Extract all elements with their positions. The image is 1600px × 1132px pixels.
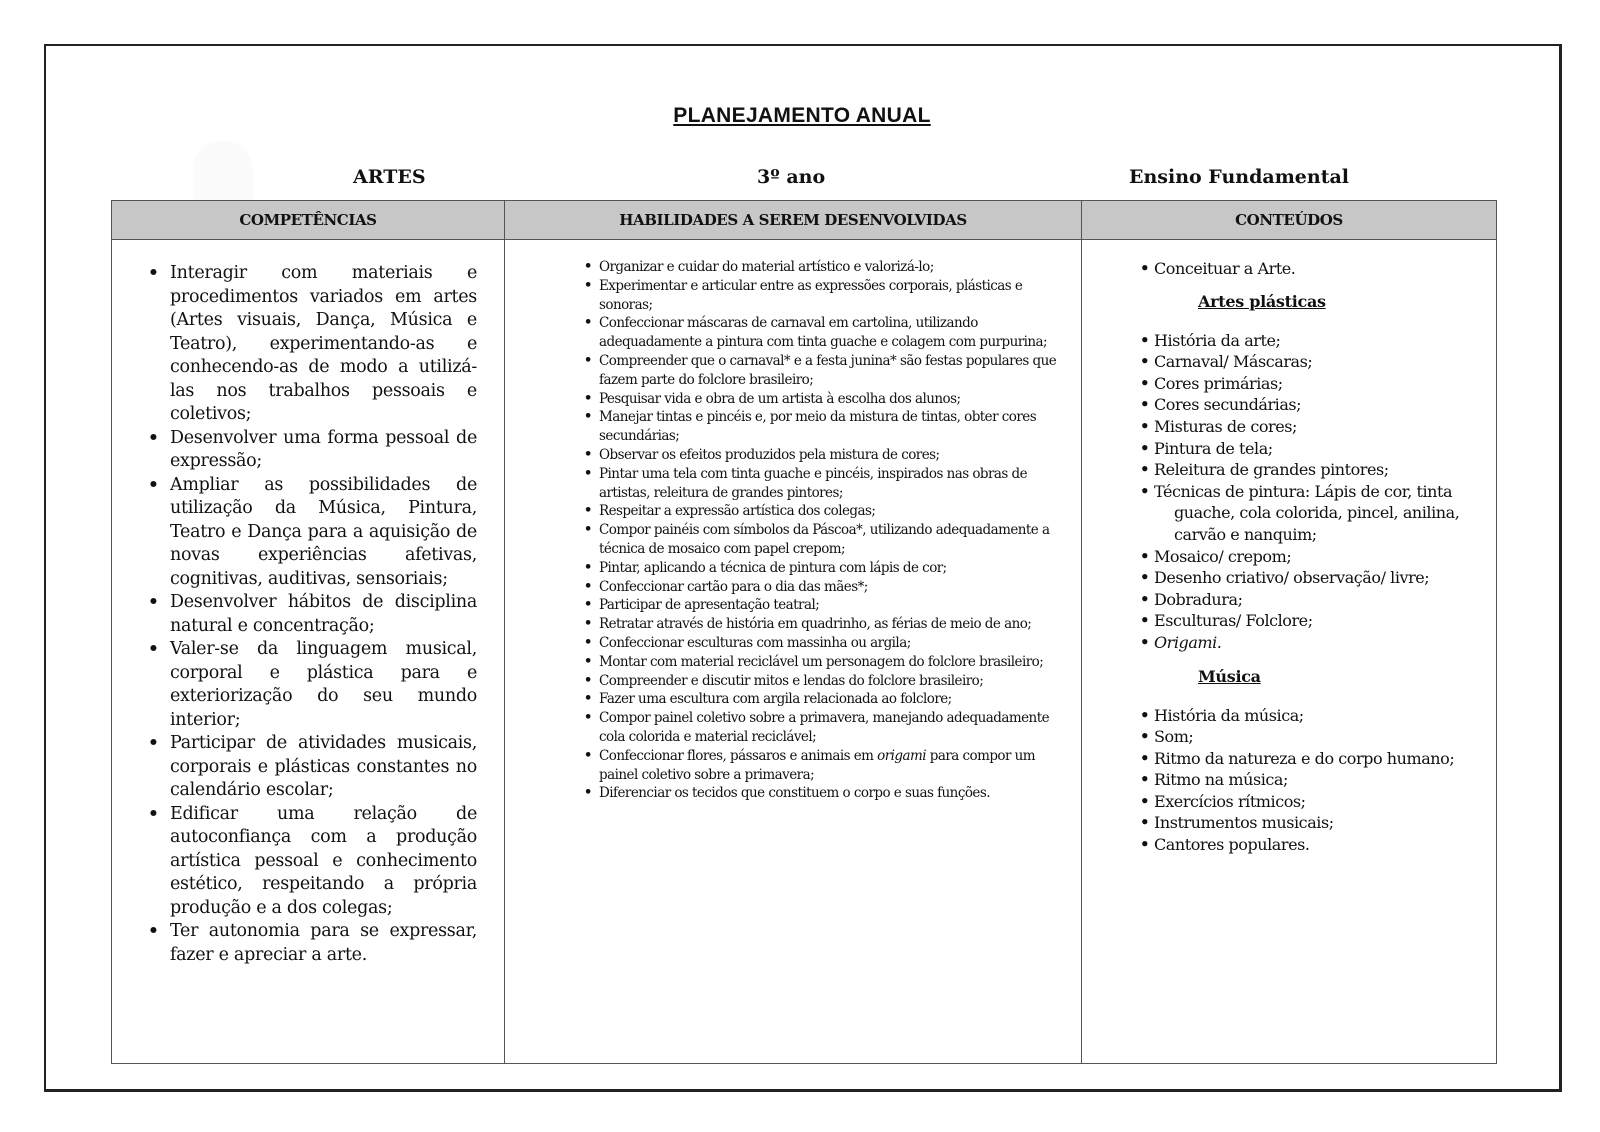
list-item: • Experimentar e articular entre as expressões corporais, plásticas e sonoras; bbox=[599, 277, 1057, 315]
conteudos-content bbox=[1082, 240, 1496, 856]
list-item: • Ritmo da natureza e do corpo humano; bbox=[1154, 748, 1476, 770]
list-item: • Confeccionar cartão para o dia das mães*; bbox=[599, 578, 1057, 597]
list-item: • Edificar uma relação de autoconfiança com a produção artística pessoal e conhecimento estético, respeitando a própria produção e a dos colegas; bbox=[170, 803, 477, 921]
list-item: • Compor painéis com símbolos da Páscoa*, utilizando adequadamente a técnica de mosaico com papel crepom; bbox=[599, 521, 1057, 559]
level-label: Ensino Fundamental bbox=[1129, 166, 1350, 188]
conteudos-cell bbox=[1082, 240, 1497, 1064]
grade-label: 3º ano bbox=[757, 166, 826, 188]
list-item: • Organizar e cuidar do material artístico e valorizá-lo; bbox=[599, 258, 1057, 277]
header-habilidades: HABILIDADES A SEREM DESENVOLVIDAS bbox=[505, 201, 1082, 240]
list-item: • Origami. bbox=[1154, 632, 1476, 654]
text-fragment: carvão e nanquim; bbox=[1174, 524, 1317, 544]
list-item: • Misturas de cores; bbox=[1154, 416, 1476, 438]
document-title: PLANEJAMENTO ANUAL bbox=[673, 104, 931, 127]
list-item: • Fazer uma escultura com argila relacionada ao folclore; bbox=[599, 690, 1057, 709]
list-item: • Interagir com materiais e procedimentos variados em artes (Artes visuais, Dança, Música e Teatro), experimentando-as e conhecendo-as de modo a utilizá-las nos trabalhos pessoais e coletivos; bbox=[170, 262, 477, 427]
list-item: • Pintar uma tela com tinta guache e pincéis, inspirados nas obras de artistas, releitura de grandes pintores; bbox=[599, 465, 1057, 503]
list-item: • Pintar, aplicando a técnica de pintura com lápis de cor; bbox=[599, 559, 1057, 578]
list-item: • Desenho criativo/ observação/ livre; bbox=[1154, 567, 1476, 589]
competencias-list bbox=[112, 240, 504, 967]
list-item: • Participar de apresentação teatral; bbox=[599, 596, 1057, 615]
list-item: • Participar de atividades musicais, corporais e plásticas constantes no calendário escolar; bbox=[170, 732, 477, 803]
header-conteudos: CONTEÚDOS bbox=[1082, 201, 1497, 240]
conteudos-intro-list bbox=[1154, 258, 1476, 280]
list-item: • Cores secundárias; bbox=[1154, 394, 1476, 416]
list-item: • Confeccionar máscaras de carnaval em cartolina, utilizando adequadamente a pintura com tinta guache e colagem com purpurina; bbox=[599, 314, 1057, 352]
list-item: • Ampliar as possibilidades de utilização da Música, Pintura, Teatro e Dança para a aquisição de novas experiências afetivas, cognitivas, auditivas, sensoriais; bbox=[170, 474, 477, 592]
list-item: • Respeitar a expressão artística dos colegas; bbox=[599, 502, 1057, 521]
list-item: • Som; bbox=[1154, 726, 1476, 748]
list-item: • Compor painel coletivo sobre a primavera, manejando adequadamente cola colorida e material reciclável; bbox=[599, 709, 1057, 747]
origami-term: origami bbox=[877, 747, 927, 764]
list-item: • Carnaval/ Máscaras; bbox=[1154, 351, 1476, 373]
list-item: • Desenvolver uma forma pessoal de expressão; bbox=[170, 427, 477, 474]
list-item: • Conceituar a Arte. bbox=[1154, 258, 1476, 280]
list-item: • Exercícios rítmicos; bbox=[1154, 791, 1476, 813]
list-item: • Compreender que o carnaval* e a festa junina* são festas populares que fazem parte do folclore brasileiro; bbox=[599, 352, 1057, 390]
artes-plasticas-heading: Artes plásticas bbox=[1198, 291, 1326, 311]
list-item: • Manejar tintas e pincéis e, por meio da mistura de tintas, obter cores secundárias; bbox=[599, 408, 1057, 446]
list-item: • Confeccionar esculturas com massinha ou argila; bbox=[599, 634, 1057, 653]
musica-list bbox=[1154, 705, 1476, 856]
list-item: • Releitura de grandes pintores; bbox=[1154, 459, 1476, 481]
list-item-origami bbox=[599, 747, 1057, 785]
list-item: • Diferenciar os tecidos que constituem o corpo e suas funções. bbox=[599, 784, 1057, 803]
text-fragment: Confeccionar flores, pássaros e animais em bbox=[599, 747, 878, 764]
list-item: • Instrumentos musicais; bbox=[1154, 812, 1476, 834]
list-item: • Ter autonomia para se expressar, fazer e apreciar a arte. bbox=[170, 920, 477, 967]
list-item: • Ritmo na música; bbox=[1154, 769, 1476, 791]
list-item: • Montar com material reciclável um personagem do folclore brasileiro; bbox=[599, 653, 1057, 672]
header-competencias: COMPETÊNCIAS bbox=[112, 201, 505, 240]
list-item: • Esculturas/ Folclore; bbox=[1154, 610, 1476, 632]
list-item: • Cantores populares. bbox=[1154, 834, 1476, 856]
list-item: • Retratar através de história em quadrinho, as férias de meio de ano; bbox=[599, 615, 1057, 634]
list-item: • Valer-se da linguagem musical, corporal e plástica para e exteriorização do seu mundo interior; bbox=[170, 638, 477, 732]
table-body-row bbox=[112, 240, 1497, 1064]
table-header-row bbox=[112, 201, 1497, 240]
list-item: • Dobradura; bbox=[1154, 589, 1476, 611]
text-fragment: guache, cola colorida, pincel, anilina, bbox=[1174, 503, 1460, 523]
list-item: • Mosaico/ crepom; bbox=[1154, 546, 1476, 568]
planning-table bbox=[111, 200, 1497, 1064]
list-item: • Desenvolver hábitos de disciplina natural e concentração; bbox=[170, 591, 477, 638]
list-item: • Observar os efeitos produzidos pela mistura de cores; bbox=[599, 446, 1057, 465]
list-item: • História da música; bbox=[1154, 705, 1476, 727]
competencias-cell bbox=[112, 240, 505, 1064]
subject-label: ARTES bbox=[353, 166, 426, 188]
list-item: • Cores primárias; bbox=[1154, 373, 1476, 395]
habilidades-cell bbox=[505, 240, 1082, 1064]
text-fragment: Técnicas de pintura: Lápis de cor, tinta bbox=[1154, 481, 1453, 501]
list-item: • Pesquisar vida e obra de um artista à escolha dos alunos; bbox=[599, 390, 1057, 409]
list-item: • Compreender e discutir mitos e lendas do folclore brasileiro; bbox=[599, 672, 1057, 691]
habilidades-list bbox=[505, 240, 1081, 803]
list-item-tecnicas bbox=[1154, 481, 1476, 546]
page-frame bbox=[44, 44, 1562, 1092]
list-item: • História da arte; bbox=[1154, 330, 1476, 352]
artes-plasticas-list bbox=[1154, 330, 1476, 654]
musica-heading: Música bbox=[1198, 666, 1261, 686]
text-fragment: para compor um painel coletivo sobre a primavera; bbox=[599, 747, 1036, 783]
list-item: • Pintura de tela; bbox=[1154, 438, 1476, 460]
